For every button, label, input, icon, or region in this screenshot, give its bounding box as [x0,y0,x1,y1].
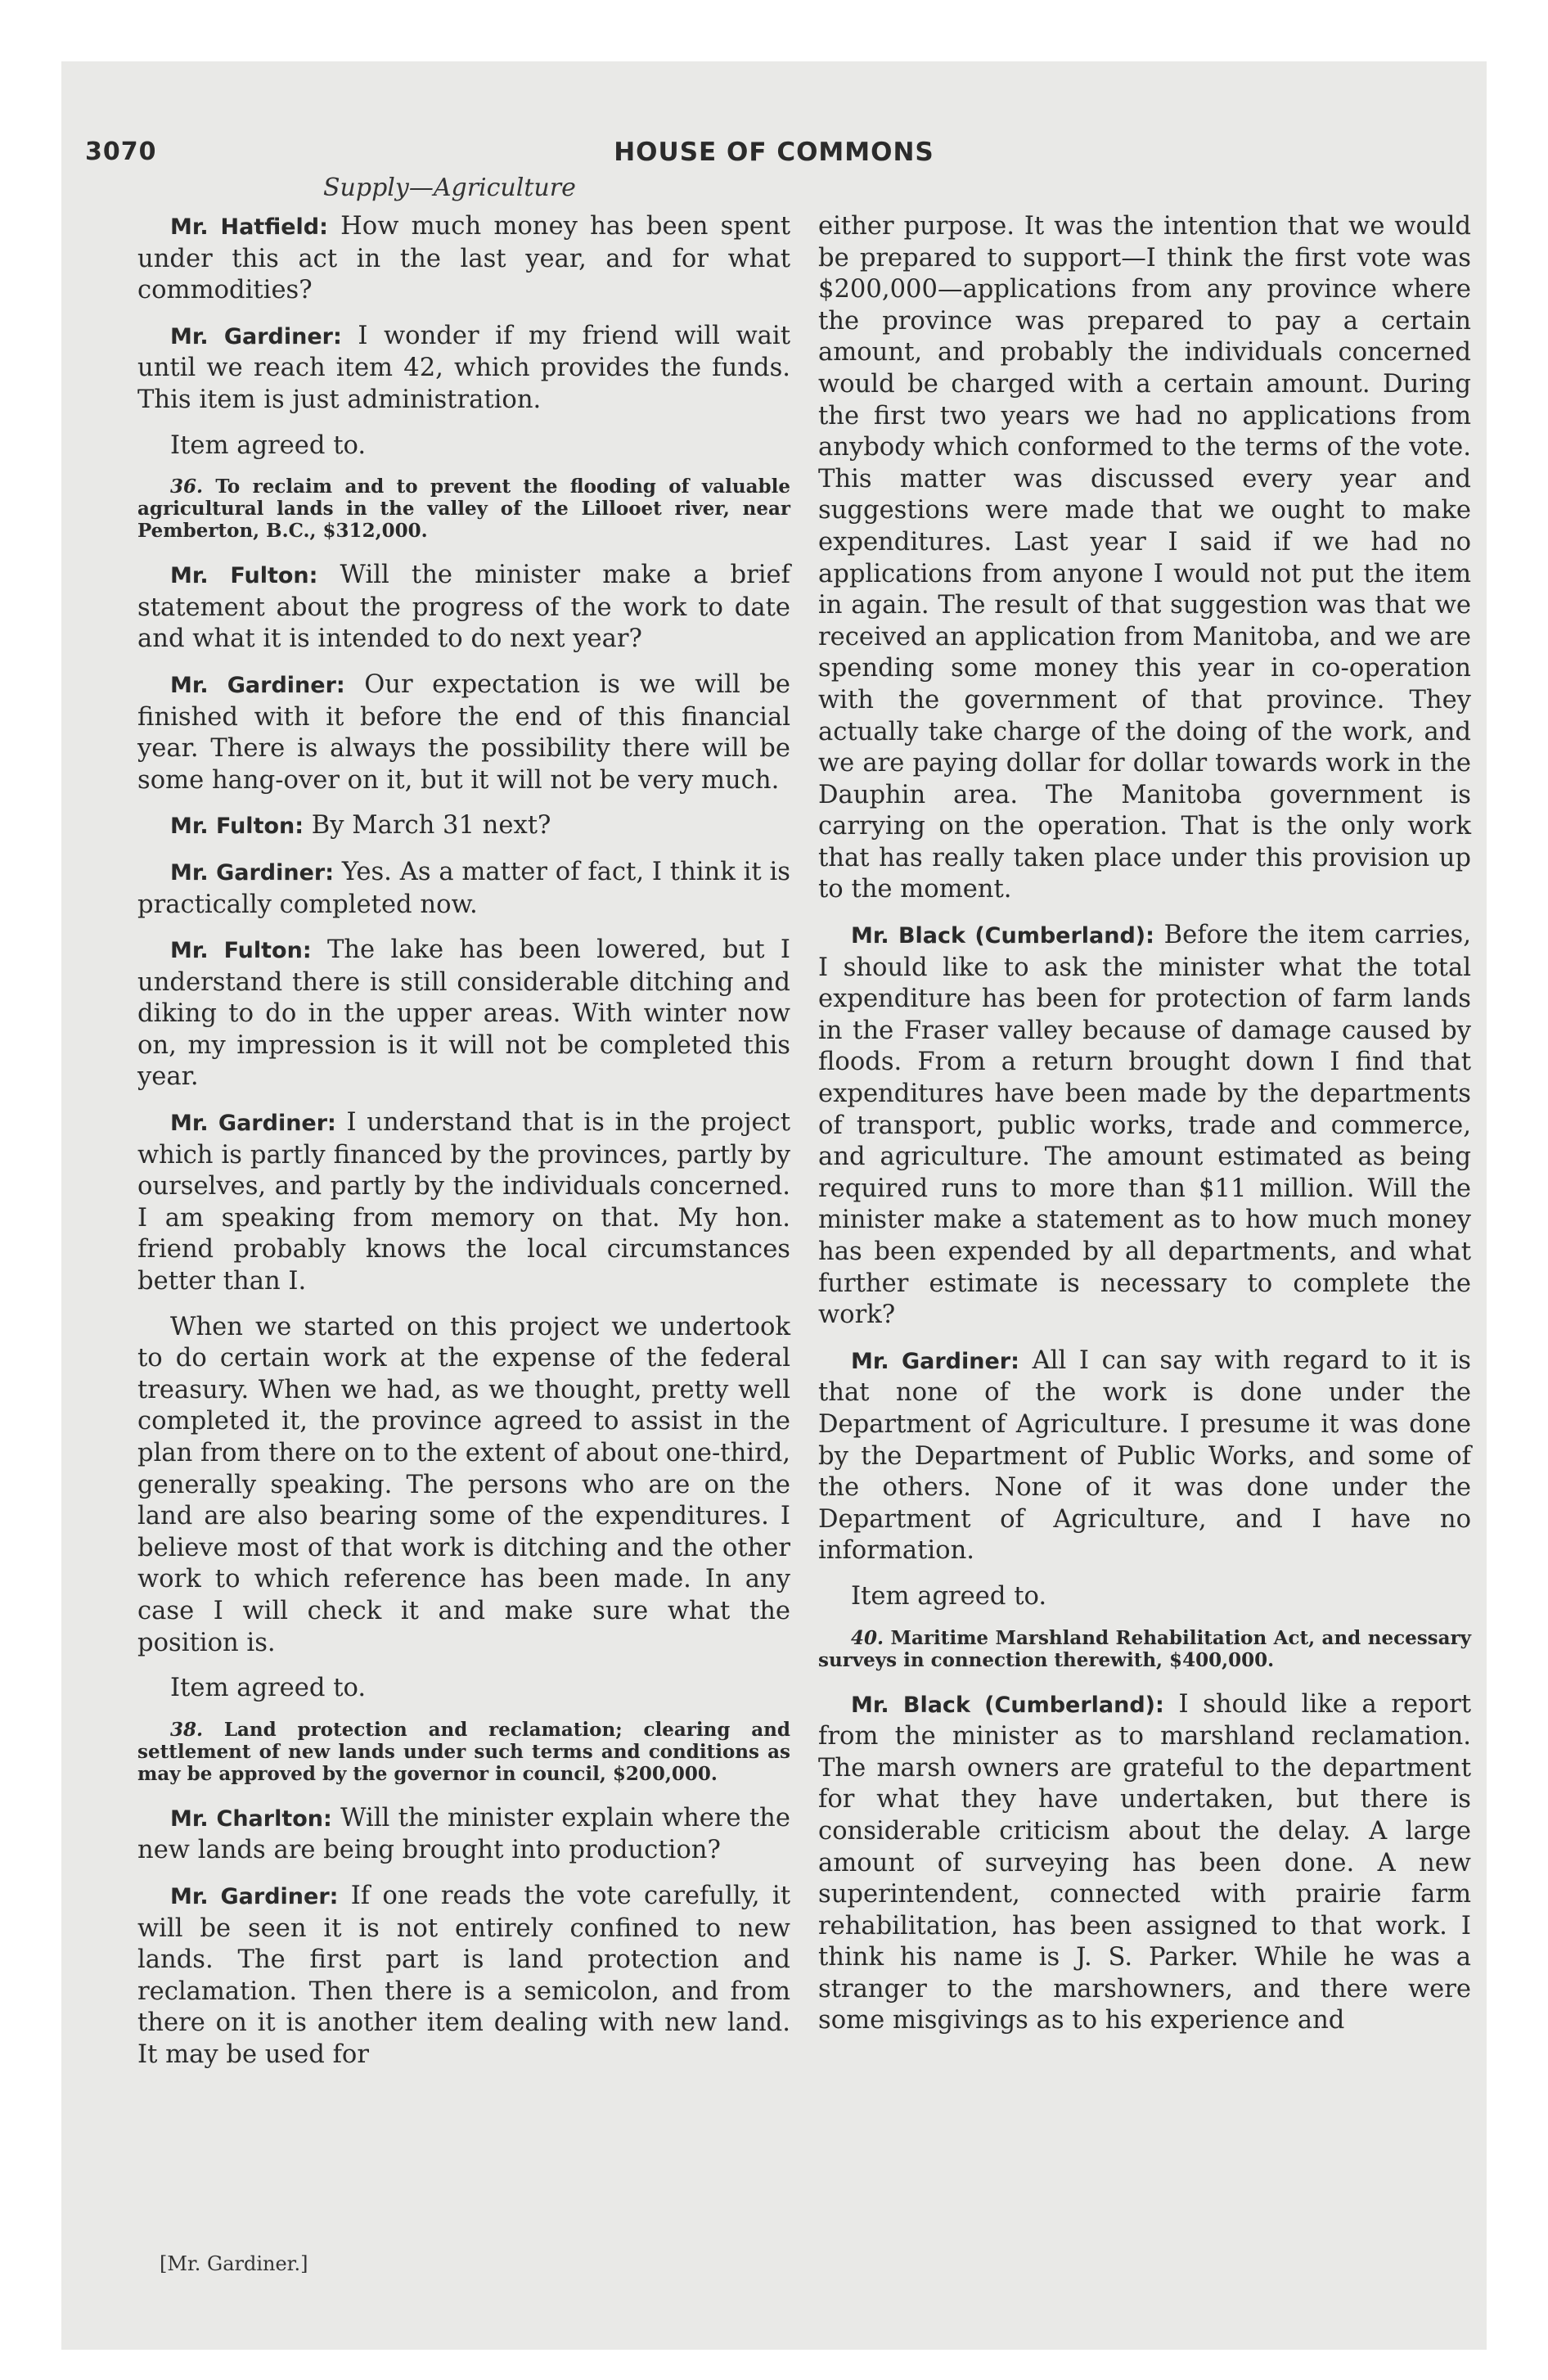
estimate-item-heading [137,1719,790,1785]
speech-text: The lake has been lowered, but I understand there is still considerable ditching and diking to do in the upper areas. With winter now on, my impression is it will not be completed this year. [137,935,790,1092]
right-column [818,211,1471,2051]
speech-paragraph [137,669,790,796]
speaker-name: Mr. Hatfield: [170,214,328,240]
item-agreed-note: Item agreed to. [170,430,367,460]
speaker-name: Mr. Gardiner: [170,1883,339,1909]
speech-paragraph [818,1346,1471,1567]
speech-paragraph [818,1689,1471,2038]
item-description: To reclaim and to prevent the flooding of valuable agricultural lands in the valley of the Lillooet river, near Pemberton, B.C., $312,000. [137,476,790,543]
speech-paragraph [137,321,790,417]
speaker-name: Mr. Gardiner: [170,1111,336,1137]
continued-paragraph: either purpose. It was the intention that we would be prepared to support—I think the first vote was $200,000—applications from any province where the province was prepared to pay a certain amount, and probably the individuals concerned would be charged with a certain amount. During the first two years we had no applications from anybody which conformed to the terms of the vote. This matter was discussed every year and suggestions were made that we ought to make expenditures. Last year I said if we had no applications from anyone I would not put the item in again. The result of that suggestion was that we received an application from Manitoba, and we are spending some money this year in co-operation with the government of that province. They actually take charge of the doing of the work, and we are paying dollar for dollar towards work in the Dauphin area. The Manitoba government is carrying on the operation. That is the only work that has really taken place under this provision up to the moment. [818,212,1471,904]
speech-text: I should like a report from the minister as to marshland reclamation. The marsh owners are grateful to the department for what they have undertaken, but there is considerable criticism about the delay. A large amount of surveying has been done. A new superintendent, connected with prairie farm rehabilitation, has been assigned to that work. I think his name is J. S. Parker. While he was a stranger to the marshowners, and there were some misgivings as to his experience and [818,1689,1471,2035]
speech-text: I wonder if my friend will wait until we reach item 42, which provides the funds. This item is just administration. [137,321,791,414]
speech-text: Before the item carries, I should like to ask the minister what the total expenditure has been for protection of farm lands in the Fraser valley because of damage caused by floods. From a return brought down I find that expenditures have been made by the departments of transport, public works, trade and commerce, and agriculture. The amount estimated as being required runs to more than $11 million. Will the minister make a statement as to how much money has been expended by all departments, and what further estimate is necessary to complete the work? [818,921,1471,1330]
page-number: 3070 [85,137,157,166]
speech-text: Will the minister make a brief statement about the progress of the work to date and what it is intended to do next year? [137,561,790,654]
speech-text: By March 31 next? [311,811,551,841]
speech-text: Yes. As a matter of fact, I think it is practically completed now. [137,857,791,919]
speaker-name: Mr. Gardiner: [851,1348,1019,1374]
section-subtitle: Supply—Agriculture [323,174,576,202]
left-column [137,211,790,2085]
item-agreed-note: Item agreed to. [851,1581,1047,1611]
speech-paragraph [137,1107,790,1298]
speech-paragraph [137,211,790,307]
item-number: 38. [170,1718,204,1741]
speech-paragraph [137,935,790,1093]
speech-text: Will the minister explain where the new lands are being brought into production? [137,1803,790,1865]
speaker-name: Mr. Fulton: [170,563,318,589]
body-paragraph: When we started on this project we undertook to do certain work at the expense of the federal treasury. When we had, as we thought, pretty well completed it, the province agreed to assist in the plan from there on to the extent of about one-third, generally speaking. The persons who are on the land are also bearing some of the expenditures. I believe most of that work is ditching and the other work to which reference has been made. In any case I will check it and make sure what the position is. [137,1312,791,1657]
speech-text: All I can say with regard to it is that none of the work is done under the Department of Agriculture. I presume it was done by the Department of Public Works, and some of the others. None of it was done under the Department of Agriculture, and I have no information. [818,1346,1472,1566]
speech-paragraph [137,810,790,843]
speaker-name: Mr. Gardiner: [170,859,335,886]
item-description: Maritime Marshland Rehabilitation Act, and necessary surveys in connection therewith, $400,000. [818,1626,1471,1671]
speech-paragraph [137,560,790,656]
estimate-item-heading [818,1627,1471,1671]
speech-text: I understand that is in the project which is partly financed by the provinces, partly by ourselves, and partly by the individuals concerned. I am speaking from memory on that. My hon. friend probably knows the local circumstances better than I. [137,1108,790,1296]
speaker-name: Mr. Black (Cumberland): [851,923,1154,949]
speech-paragraph [137,857,790,921]
speaker-name: Mr. Gardiner: [170,672,345,698]
speech-paragraph [137,1881,790,2071]
item-number: 40. [851,1626,884,1649]
item-description: Land protection and reclamation; clearing and settlement of new lands under such terms and conditions as may be approved by the governor in council, $200,000. [137,1718,790,1785]
speech-text: Our expectation is we will be finished with it before the end of this financial year. There is always the possibility there will be some hang-over on it, but it will not be very much. [137,669,790,795]
speaker-name: Mr. Fulton: [170,814,304,840]
speech-text: If one reads the vote carefully, it will be seen it is not entirely confined to new lands. The first part is land protection and reclamation. Then there is a semicolon, and from there on it is another item dealing with new land. It may be used for [137,1881,790,2069]
estimate-item-heading [137,476,790,542]
speech-paragraph [818,920,1471,1332]
speaker-name: Mr. Gardiner: [170,323,342,349]
speech-paragraph [137,1803,790,1867]
speaker-name: Mr. Charlton: [170,1805,332,1832]
item-number: 36. [170,476,204,498]
page-title: HOUSE OF COMMONS [614,137,934,167]
item-agreed-note: Item agreed to. [170,1674,367,1703]
footer-speaker-tag: [Mr. Gardiner.] [160,2252,308,2275]
speaker-name: Mr. Fulton: [170,938,312,964]
speech-text: How much money has been spent under this act in the last year, and for what commodities? [137,212,791,305]
speaker-name: Mr. Black (Cumberland): [851,1692,1164,1718]
